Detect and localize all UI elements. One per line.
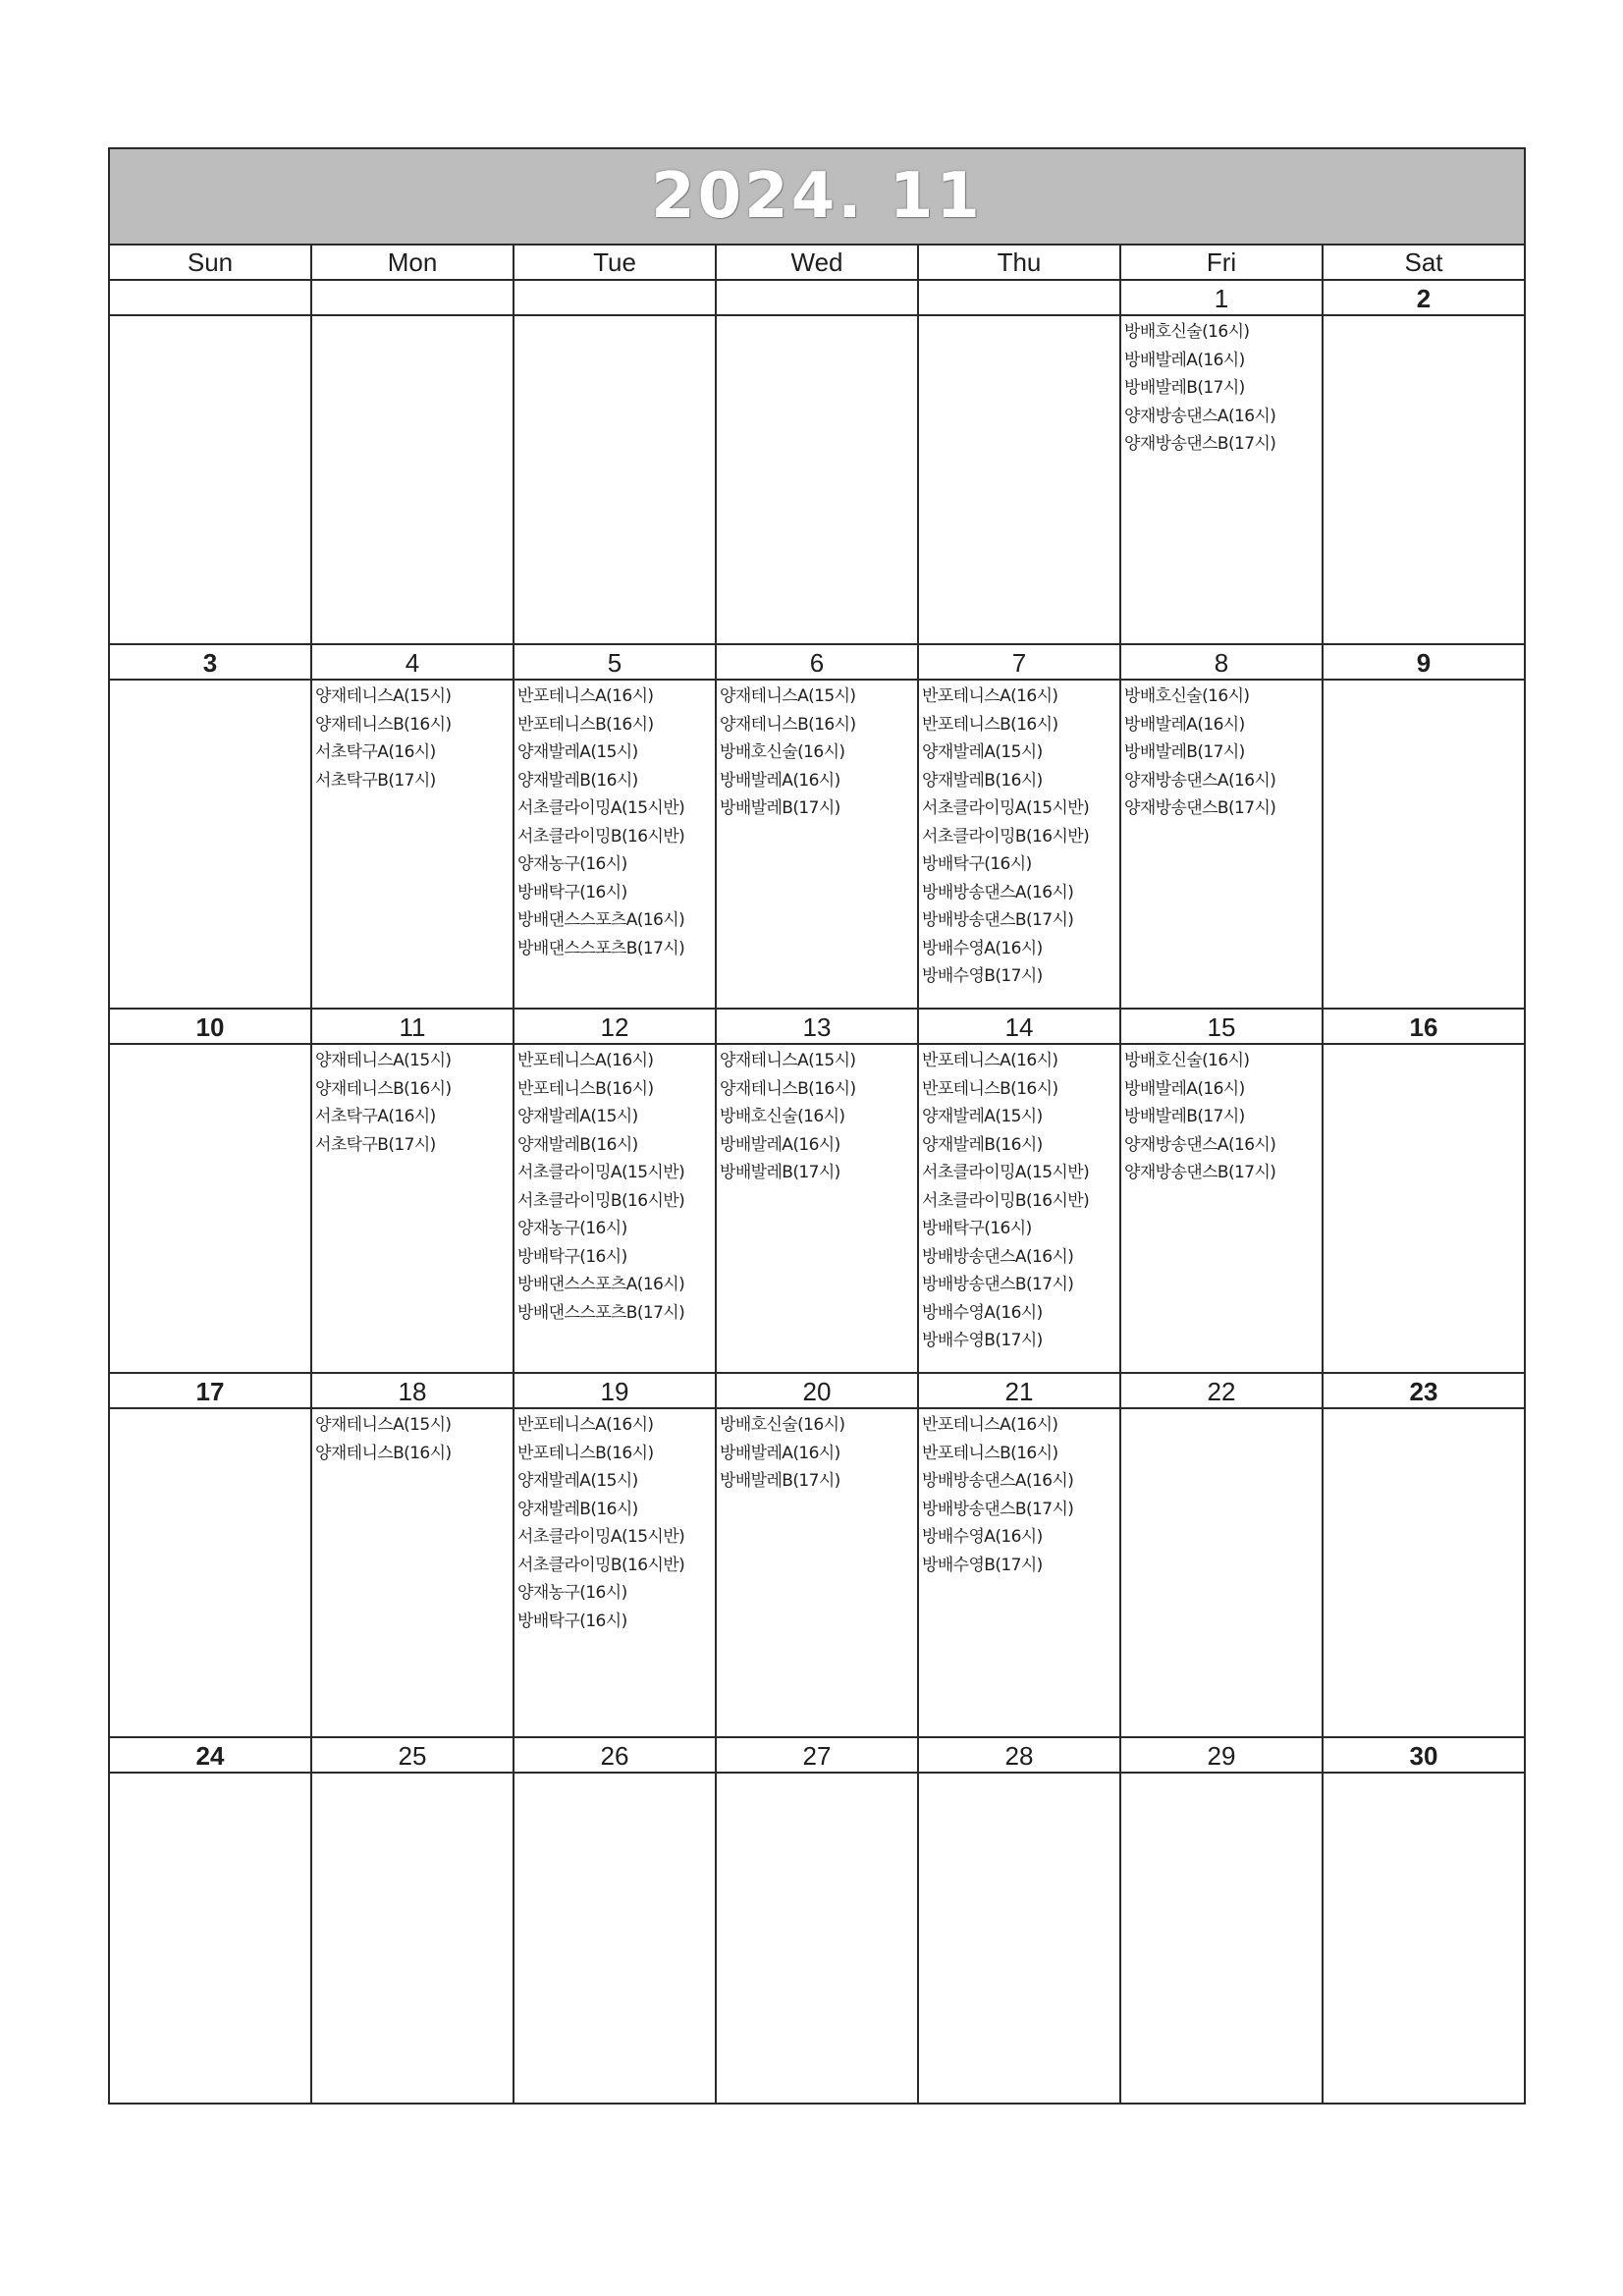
day-cell[interactable] <box>312 645 514 1008</box>
event-item: 서초탁구A(16시) <box>315 742 436 762</box>
weekday-header-row <box>110 246 1524 281</box>
day-cell[interactable] <box>110 281 312 643</box>
event-list <box>919 681 1119 993</box>
event-item: 서초탁구A(16시) <box>315 1107 436 1126</box>
day-number: 3 <box>110 645 310 681</box>
event-list <box>919 1045 1119 1357</box>
event-item: 반포테니스A(16시) <box>517 1415 654 1435</box>
day-cell[interactable] <box>312 1010 514 1372</box>
day-number: 13 <box>717 1010 917 1045</box>
day-number: 11 <box>312 1010 513 1045</box>
day-number: 1 <box>1121 281 1322 316</box>
event-item: 양재테니스A(15시) <box>720 686 856 706</box>
event-item: 양재농구(16시) <box>517 1583 627 1603</box>
event-list <box>514 1045 715 1329</box>
day-cell[interactable] <box>1324 281 1524 643</box>
event-item: 방배탁구(16시) <box>922 854 1032 874</box>
event-list <box>110 316 310 320</box>
event-item: 반포테니스B(16시) <box>922 1443 1058 1463</box>
day-cell[interactable] <box>312 1374 514 1736</box>
event-item: 서초클라이밍A(15시반) <box>922 1163 1090 1182</box>
event-list <box>312 1774 513 1777</box>
event-item: 방배방송댄스B(17시) <box>922 1499 1074 1519</box>
event-item: 방배발레B(17시) <box>1124 742 1245 762</box>
day-number: 27 <box>717 1738 917 1774</box>
day-cell[interactable] <box>110 645 312 1008</box>
event-list <box>1121 1774 1322 1777</box>
day-cell[interactable] <box>514 1010 717 1372</box>
event-list <box>1324 1409 1524 1413</box>
event-item: 양재발레B(16시) <box>922 1134 1043 1155</box>
day-number: 23 <box>1324 1374 1524 1409</box>
day-cell[interactable] <box>514 281 717 643</box>
event-item: 방배발레B(17시) <box>720 1163 840 1182</box>
event-list <box>717 681 917 825</box>
day-cell[interactable] <box>919 1010 1121 1372</box>
event-item: 서초클라이밍B(16시반) <box>517 1555 685 1575</box>
event-list <box>1324 1774 1524 1777</box>
event-item: 서초탁구B(17시) <box>315 770 436 791</box>
event-item: 양재발레B(16시) <box>517 1499 638 1519</box>
day-cell[interactable] <box>1121 281 1324 643</box>
day-number <box>110 281 310 316</box>
event-list <box>1324 316 1524 320</box>
day-cell[interactable] <box>514 645 717 1008</box>
event-list <box>514 316 715 320</box>
day-number <box>514 281 715 316</box>
event-list <box>110 1045 310 1049</box>
event-item: 서초클라이밍A(15시반) <box>517 798 685 818</box>
event-item: 양재방송댄스B(17시) <box>1124 798 1276 818</box>
event-list <box>919 316 1119 320</box>
event-list <box>919 1774 1119 1777</box>
event-item: 방배호신술(16시) <box>1124 322 1250 342</box>
event-item: 서초클라이밍B(16시반) <box>517 826 685 847</box>
event-item: 반포테니스A(16시) <box>922 1051 1058 1070</box>
event-item: 방배방송댄스B(17시) <box>922 910 1074 930</box>
day-number: 14 <box>919 1010 1119 1045</box>
event-item: 양재발레A(15시) <box>922 1107 1043 1126</box>
event-item: 방배댄스스포츠A(16시) <box>517 910 685 930</box>
day-cell[interactable] <box>1324 645 1524 1008</box>
event-item: 방배발레B(17시) <box>720 798 840 818</box>
weekday-mon: Mon <box>312 246 514 279</box>
day-cell[interactable] <box>919 645 1121 1008</box>
event-item: 방배호신술(16시) <box>1124 1051 1250 1070</box>
event-item: 양재발레B(16시) <box>517 770 638 791</box>
event-list <box>312 316 513 320</box>
event-item: 방배탁구(16시) <box>517 1246 627 1267</box>
month-title: 2024. 11 <box>651 160 983 233</box>
day-cell[interactable] <box>1121 1738 1324 2103</box>
day-number: 19 <box>514 1374 715 1409</box>
event-item: 방배발레A(16시) <box>1124 350 1245 370</box>
weekday-tue: Tue <box>514 246 717 279</box>
event-list <box>514 681 715 964</box>
event-list <box>717 1409 917 1498</box>
day-cell[interactable] <box>717 645 919 1008</box>
event-item: 양재테니스A(15시) <box>315 1415 452 1435</box>
event-item: 방배발레B(17시) <box>720 1471 840 1491</box>
event-item: 방배발레A(16시) <box>1124 714 1245 735</box>
event-item: 반포테니스B(16시) <box>922 714 1058 735</box>
event-item: 방배댄스스포츠B(17시) <box>517 938 685 958</box>
event-item: 방배방송댄스A(16시) <box>922 882 1074 902</box>
event-list <box>1121 316 1322 461</box>
weekday-sun: Sun <box>110 246 312 279</box>
event-item: 반포테니스A(16시) <box>517 686 654 706</box>
event-item: 양재발레B(16시) <box>922 770 1043 791</box>
day-number: 2 <box>1324 281 1524 316</box>
day-number: 6 <box>717 645 917 681</box>
event-item: 방배호신술(16시) <box>1124 686 1250 706</box>
event-item: 방배수영B(17시) <box>922 1555 1043 1575</box>
day-number: 28 <box>919 1738 1119 1774</box>
day-cell[interactable] <box>312 281 514 643</box>
day-number: 15 <box>1121 1010 1322 1045</box>
weekday-fri: Fri <box>1121 246 1324 279</box>
event-item: 서초클라이밍B(16시반) <box>922 826 1090 847</box>
event-item: 방배발레B(17시) <box>1124 378 1245 398</box>
event-list <box>1324 681 1524 684</box>
day-number: 17 <box>110 1374 310 1409</box>
weekday-sat: Sat <box>1404 247 1443 277</box>
event-item: 양재방송댄스A(16시) <box>1124 406 1276 426</box>
event-list <box>312 1409 513 1469</box>
weekday-wed: Wed <box>717 246 919 279</box>
day-number: 7 <box>919 645 1119 681</box>
day-cell[interactable] <box>1121 1374 1324 1736</box>
event-list <box>514 1409 715 1637</box>
day-cell[interactable] <box>110 1738 312 2103</box>
event-item: 방배방송댄스A(16시) <box>922 1471 1074 1491</box>
day-number: 30 <box>1324 1738 1524 1774</box>
event-item: 양재테니스A(15시) <box>720 1051 856 1070</box>
day-number: 8 <box>1121 645 1322 681</box>
event-item: 서초클라이밍A(15시반) <box>517 1163 685 1182</box>
event-item: 양재발레B(16시) <box>517 1134 638 1155</box>
event-item: 양재발레A(15시) <box>922 742 1043 762</box>
day-number: 22 <box>1121 1374 1322 1409</box>
event-list <box>514 1774 715 1777</box>
day-number: 21 <box>919 1374 1119 1409</box>
event-item: 방배방송댄스B(17시) <box>922 1275 1074 1294</box>
event-item: 반포테니스B(16시) <box>922 1078 1058 1099</box>
event-item: 양재테니스B(16시) <box>315 1078 452 1099</box>
day-cell[interactable] <box>514 1374 717 1736</box>
event-item: 양재테니스A(15시) <box>315 686 452 706</box>
day-number: 26 <box>514 1738 715 1774</box>
event-item: 방배수영B(17시) <box>922 1331 1043 1350</box>
event-item: 양재테니스B(16시) <box>315 714 452 735</box>
event-item: 양재농구(16시) <box>517 854 627 874</box>
event-item: 방배댄스스포츠A(16시) <box>517 1275 685 1294</box>
event-list <box>110 1774 310 1777</box>
event-list <box>1121 1409 1322 1413</box>
event-list <box>312 1045 513 1161</box>
day-number: 16 <box>1324 1010 1524 1045</box>
event-item: 양재발레A(15시) <box>517 1107 638 1126</box>
event-list <box>1121 681 1322 825</box>
event-item: 반포테니스A(16시) <box>517 1051 654 1070</box>
week-row <box>110 1010 1524 1374</box>
event-item: 반포테니스A(16시) <box>922 686 1058 706</box>
event-item: 양재테니스A(15시) <box>315 1051 452 1070</box>
event-item: 반포테니스A(16시) <box>922 1415 1058 1435</box>
day-cell[interactable] <box>1324 1374 1524 1736</box>
event-item: 서초클라이밍A(15시반) <box>922 798 1090 818</box>
day-number <box>717 281 917 316</box>
event-item: 방배방송댄스A(16시) <box>922 1246 1074 1267</box>
day-cell[interactable] <box>312 1738 514 2103</box>
event-item: 방배수영B(17시) <box>922 966 1043 986</box>
event-item: 반포테니스B(16시) <box>517 1443 654 1463</box>
day-cell[interactable] <box>717 281 919 643</box>
day-cell[interactable] <box>1121 645 1324 1008</box>
day-cell[interactable] <box>110 1010 312 1372</box>
day-number: 24 <box>110 1738 310 1774</box>
event-item: 양재테니스B(16시) <box>315 1443 452 1463</box>
event-list <box>110 681 310 684</box>
day-number <box>312 281 513 316</box>
day-cell[interactable] <box>110 1374 312 1736</box>
event-item: 방배탁구(16시) <box>517 1611 627 1631</box>
event-item: 방배탁구(16시) <box>922 1219 1032 1238</box>
event-item: 양재방송댄스B(17시) <box>1124 434 1276 454</box>
event-item: 양재방송댄스A(16시) <box>1124 1134 1276 1155</box>
day-number: 9 <box>1324 645 1524 681</box>
day-number: 18 <box>312 1374 513 1409</box>
event-item: 방배호신술(16시) <box>720 742 845 762</box>
day-number: 4 <box>312 645 513 681</box>
day-cell[interactable] <box>1121 1010 1324 1372</box>
day-cell[interactable] <box>919 281 1121 643</box>
day-number: 10 <box>110 1010 310 1045</box>
week-row <box>110 1738 1524 2103</box>
event-item: 방배발레B(17시) <box>1124 1107 1245 1126</box>
day-cell[interactable] <box>717 1738 919 2103</box>
day-number: 5 <box>514 645 715 681</box>
day-number: 20 <box>717 1374 917 1409</box>
day-cell[interactable] <box>514 1738 717 2103</box>
event-item: 방배발레A(16시) <box>1124 1078 1245 1099</box>
day-cell[interactable] <box>717 1010 919 1372</box>
day-number: 25 <box>312 1738 513 1774</box>
event-item: 방배호신술(16시) <box>720 1107 845 1126</box>
event-item: 양재방송댄스B(17시) <box>1124 1163 1276 1182</box>
calendar <box>108 147 1526 2105</box>
week-row <box>110 1374 1524 1738</box>
event-item: 양재테니스B(16시) <box>720 714 856 735</box>
event-item: 방배호신술(16시) <box>720 1415 845 1435</box>
weekday-thu: Thu <box>919 246 1121 279</box>
day-number: 29 <box>1121 1738 1322 1774</box>
event-item: 반포테니스B(16시) <box>517 714 654 735</box>
event-item: 양재테니스B(16시) <box>720 1078 856 1099</box>
day-cell[interactable] <box>1324 1738 1524 2103</box>
event-list <box>717 1045 917 1189</box>
event-item: 방배수영A(16시) <box>922 1302 1043 1323</box>
event-item: 방배수영A(16시) <box>922 938 1043 958</box>
event-list <box>1324 1045 1524 1049</box>
event-item: 양재농구(16시) <box>517 1219 627 1238</box>
event-item: 양재방송댄스A(16시) <box>1124 770 1276 791</box>
event-item: 방배발레A(16시) <box>720 1443 840 1463</box>
event-item: 서초클라이밍B(16시반) <box>922 1190 1090 1211</box>
event-item: 양재발레A(15시) <box>517 1471 638 1491</box>
event-item: 방배수영A(16시) <box>922 1527 1043 1547</box>
event-item: 방배발레A(16시) <box>720 1134 840 1155</box>
event-item: 서초탁구B(17시) <box>315 1134 436 1155</box>
day-cell[interactable] <box>1324 1010 1524 1372</box>
event-list <box>110 1409 310 1413</box>
event-item: 방배탁구(16시) <box>517 882 627 902</box>
event-item: 반포테니스B(16시) <box>517 1078 654 1099</box>
event-item: 서초클라이밍B(16시반) <box>517 1190 685 1211</box>
event-item: 방배발레A(16시) <box>720 770 840 791</box>
week-row <box>110 281 1524 645</box>
event-list <box>312 681 513 796</box>
day-cell[interactable] <box>717 1374 919 1736</box>
event-list <box>919 1409 1119 1581</box>
day-cell[interactable] <box>919 1374 1121 1736</box>
event-item: 양재발레A(15시) <box>517 742 638 762</box>
event-item: 서초클라이밍A(15시반) <box>517 1527 685 1547</box>
event-list <box>1121 1045 1322 1189</box>
event-item: 방배댄스스포츠B(17시) <box>517 1302 685 1323</box>
week-row <box>110 645 1524 1010</box>
event-list <box>717 1774 917 1777</box>
day-cell[interactable] <box>919 1738 1121 2103</box>
day-number <box>919 281 1119 316</box>
day-number: 12 <box>514 1010 715 1045</box>
calendar-banner <box>110 149 1524 246</box>
calendar-grid <box>110 281 1524 2103</box>
event-list <box>717 316 917 320</box>
